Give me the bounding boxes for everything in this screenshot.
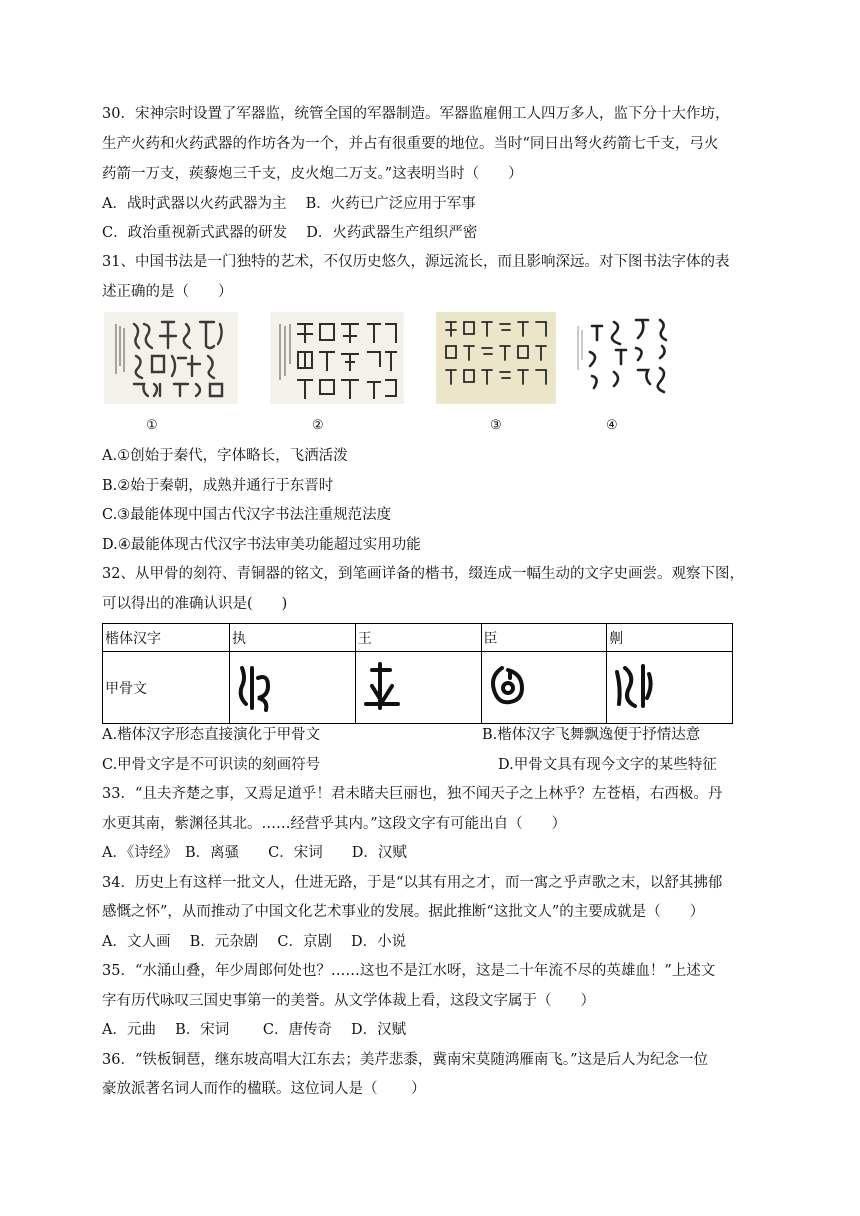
- q30-line3: 药箭一万支，蒺藜炮三千支，皮火炮二万支。”这表明当时（ ）: [102, 166, 523, 182]
- q36-line2: 豪放派著名词人而作的楹联。这位词人是（ ）: [102, 1081, 426, 1097]
- q34-line1: 34．历史上有这样一批文人，仕进无路，于是“以其有用之才，而一寓之乎声歌之末，以舒其拂郁: [102, 875, 723, 891]
- q33-line1: 33．“且夫齐楚之事，又焉足道乎！君未睹夫巨丽也，独不闻天子之上林乎？左苍梧，右西极。丹: [102, 786, 723, 802]
- q31-line2: 述正确的是（ ）: [102, 284, 233, 300]
- q34-line2: 感慨之怀”，从而推动了中国文化艺术事业的发展。据此推断“这批文人”的主要成就是（ ）: [102, 904, 705, 920]
- q30-options-cd: C．政治重视新式武器的研发 D．火药武器生产组织严密: [102, 225, 478, 241]
- oracle-bone-table: [102, 623, 733, 724]
- oracle-glyph-cell: [481, 652, 607, 724]
- calligraphy-image-4: [572, 312, 682, 404]
- table-cell: 甲骨文: [103, 652, 230, 724]
- oracle-glyph-yi: [609, 658, 669, 718]
- q33-options: A．《诗经》 B．离骚 C．宋词 D．汉赋: [102, 845, 407, 861]
- table-row: [103, 652, 733, 724]
- q36-line1: 36．“铁板铜琶，继东坡高唱大江东去；美芹悲黍，冀南宋莫随鸿雁南飞。”这是后人为纪念一位: [102, 1052, 709, 1068]
- calligraphy-image-3: [436, 312, 556, 404]
- q31-option-c: C.③最能体现中国古代汉字书法注重规范法度: [102, 507, 392, 523]
- calligraphy-image-2: [270, 312, 404, 404]
- image-label-4: ④: [606, 418, 618, 433]
- q32-line2: 可以得出的准确认识是( ): [102, 596, 288, 612]
- q30-line1: 30．宋神宗时设置了军器监，统管全国的军器制造。军器监雇佣工人四万多人，监下分十大作坊，: [102, 106, 730, 122]
- oracle-glyph-chen: [484, 658, 544, 718]
- calligraphy-image-1: [104, 312, 238, 404]
- oracle-glyph-zhi: [232, 658, 292, 718]
- table-cell: 王: [355, 624, 481, 652]
- q32-line1: 32、从甲骨的刻符、青铜器的铭文，到笔画详备的楷书，缀连成一幅生动的文字史画尝。观察下图，: [102, 566, 744, 582]
- q31-option-b: B.②始于秦朝，成熟并通行于东晋时: [102, 478, 334, 494]
- oracle-glyph-wang: [358, 658, 418, 718]
- table-cell: 劓: [607, 624, 733, 652]
- q32-option-b: B.楷体汉字飞舞飘逸便于抒情达意: [482, 727, 701, 743]
- q35-options: A．元曲 B．宋词 C．唐传奇 D．汉赋: [102, 1022, 407, 1038]
- q35-line1: 35．“水涌山叠，年少周郎何处也？……这也不是江水呀，这是二十年流不尽的英雄血！”上述文: [102, 963, 716, 979]
- q32-option-a: A.楷体汉字形态直接演化于甲骨文: [102, 727, 321, 743]
- q30-line2: 生产火药和火药武器的作坊各为一个，并占有很重要的地位。当时“同日出弩火药箭七千支，弓火: [102, 136, 719, 152]
- q33-line2: 水更其南，紫渊径其北。……经营乎其内。”这段文字有可能出自（ ）: [102, 816, 567, 832]
- q31-option-a: A.①创始于秦代，字体略长，飞洒活泼: [102, 448, 348, 464]
- q32-option-d: D.甲骨文具有现今文字的某些特征: [498, 757, 717, 773]
- q32-option-c: C.甲骨文字是不可识读的刻画符号: [102, 757, 321, 773]
- q30-options-ab: A．战时武器以火药武器为主 B．火药已广泛应用于军事: [102, 196, 476, 212]
- image-label-3: ③: [490, 418, 502, 433]
- q34-options: A．文人画 B．元杂剧 C．京剧 D．小说: [102, 934, 407, 950]
- oracle-glyph-cell: [607, 652, 733, 724]
- image-label-2: ②: [312, 418, 324, 433]
- q31-option-d: D.④最能体现古代汉字书法审美功能超过实用功能: [102, 537, 421, 553]
- oracle-glyph-cell: [355, 652, 481, 724]
- table-cell: 臣: [481, 624, 607, 652]
- oracle-glyph-cell: [230, 652, 356, 724]
- table-row: [103, 624, 733, 652]
- image-label-1: ①: [146, 418, 158, 433]
- table-cell: 执: [230, 624, 356, 652]
- q31-line1: 31、中国书法是一门独特的艺术，不仅历史悠久，源远流长，而且影响深远。对下图书法字体的表: [102, 254, 730, 270]
- table-cell: 楷体汉字: [103, 624, 230, 652]
- q35-line2: 字有历代咏叹三国史事第一的美誉。从文学体裁上看，这段文字属于（ ）: [102, 993, 595, 1009]
